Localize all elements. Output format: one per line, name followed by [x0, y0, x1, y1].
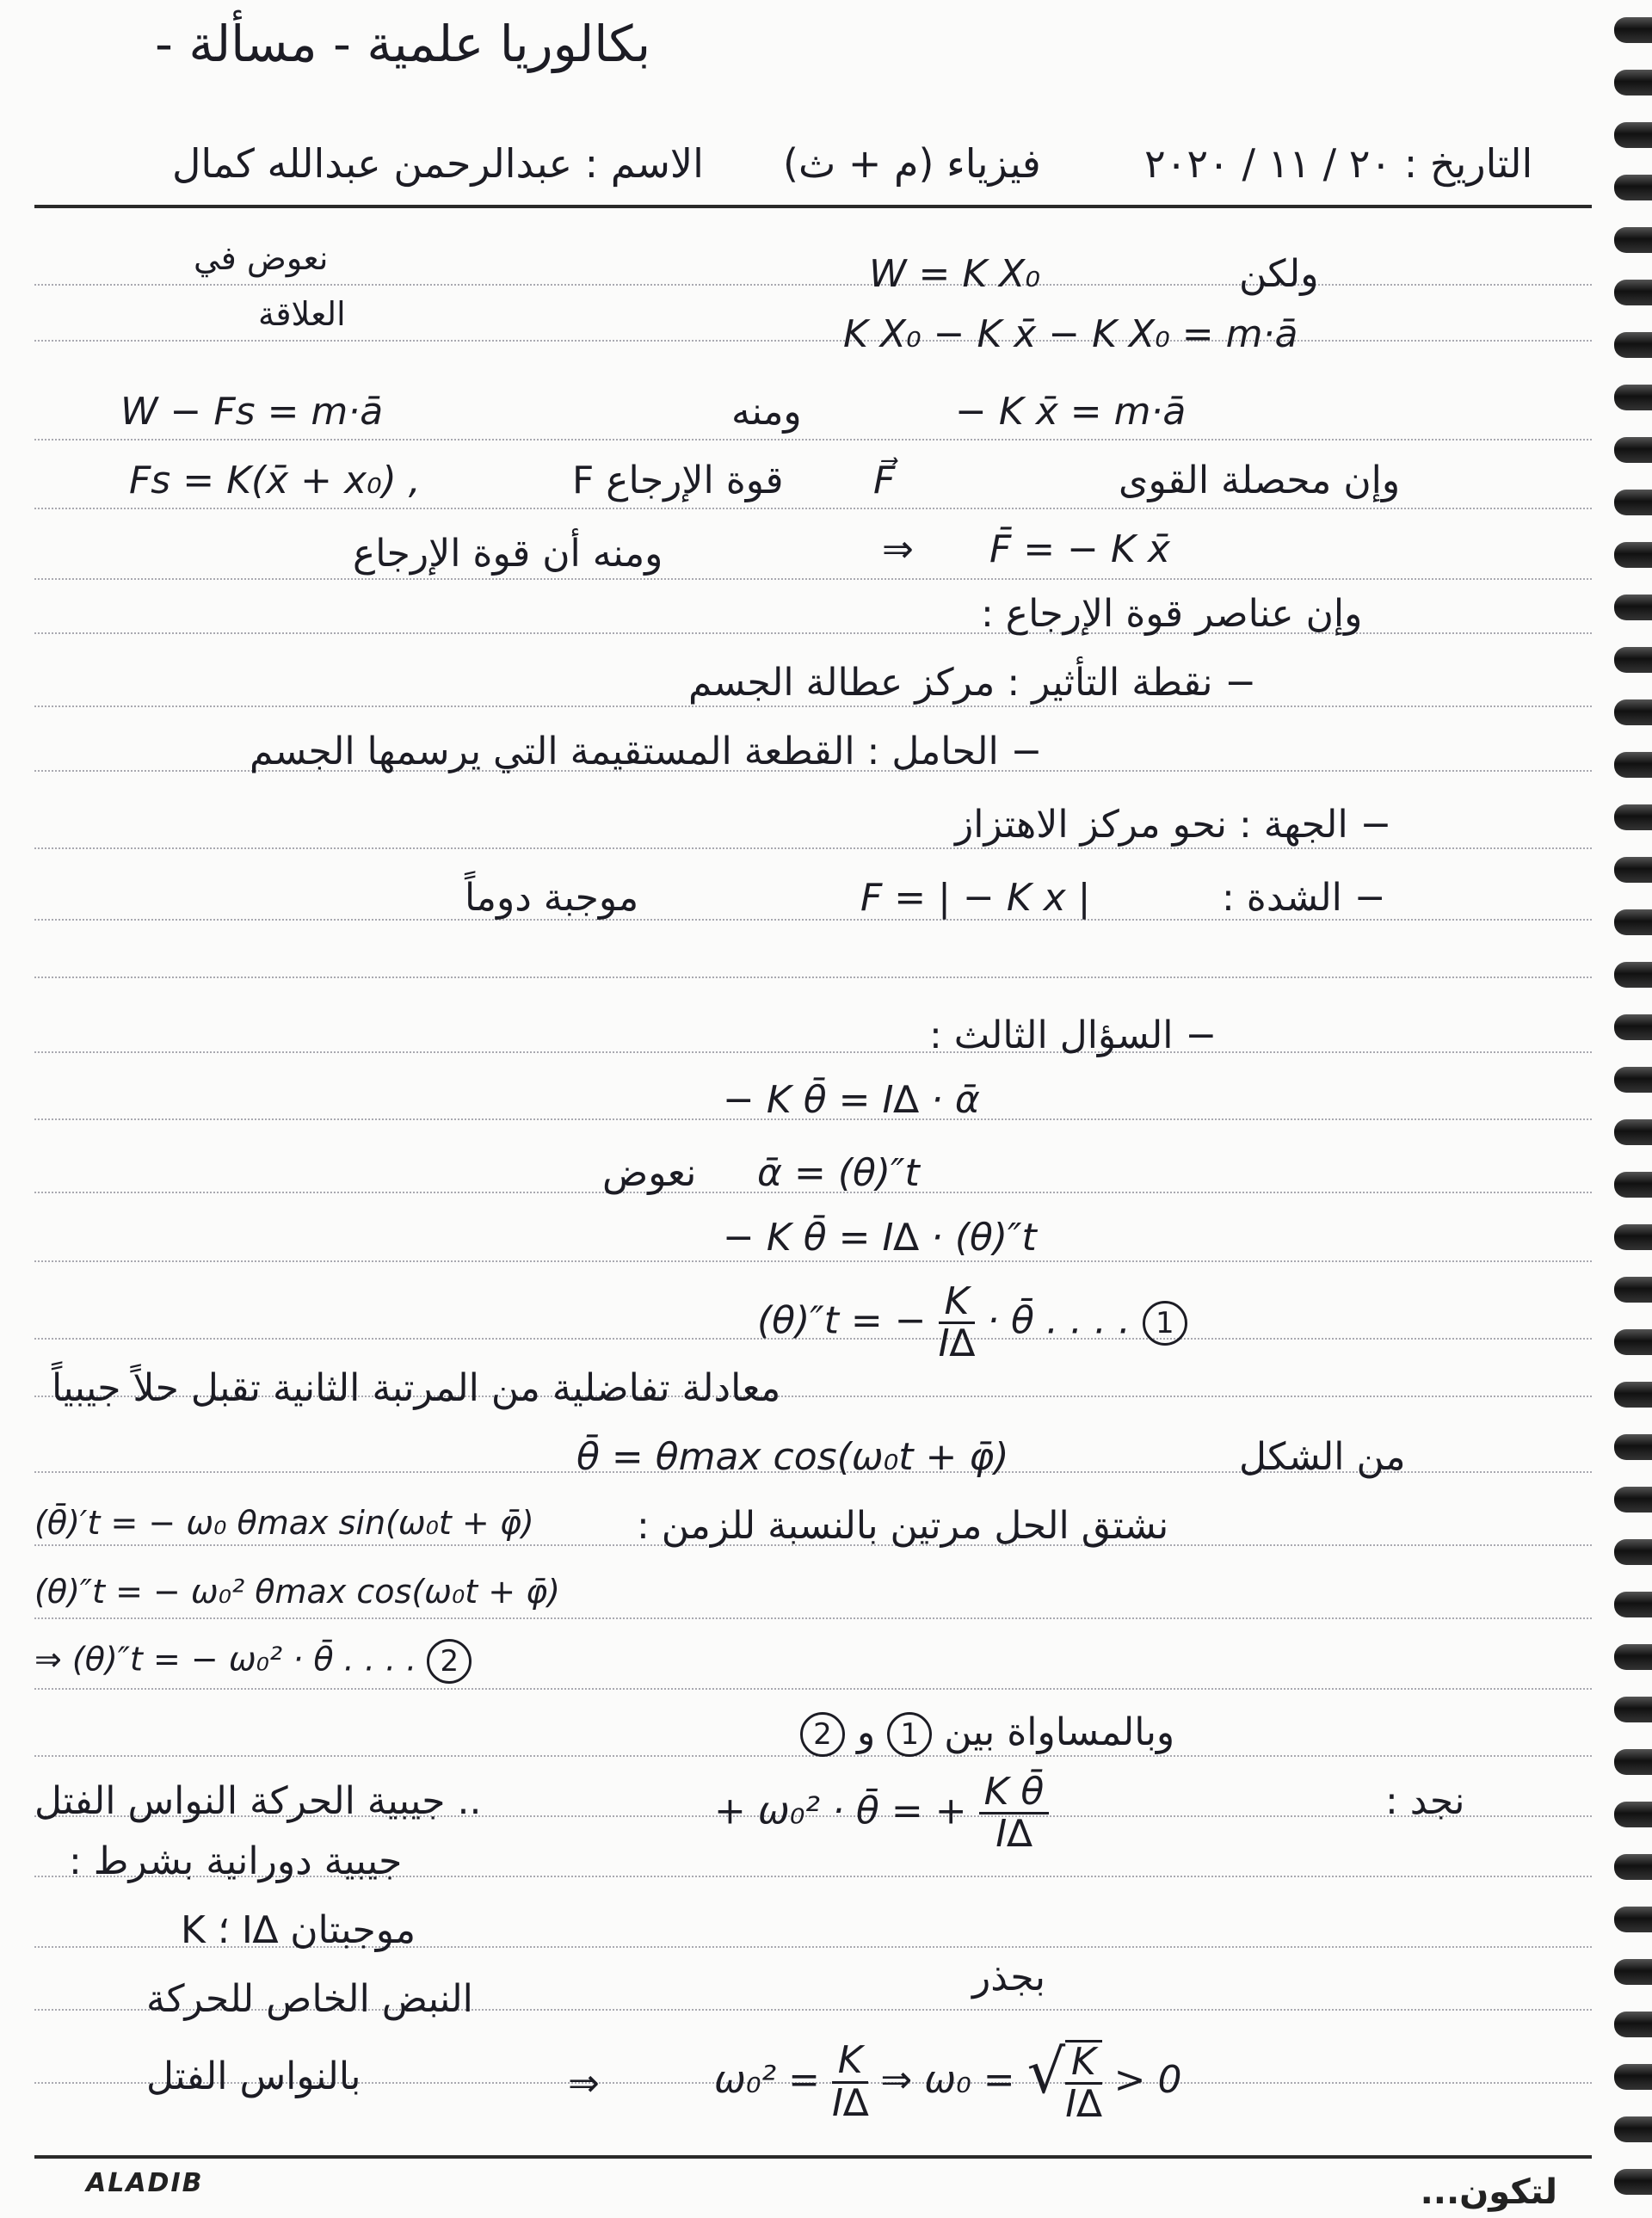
binding-ring	[1614, 437, 1652, 463]
spiral-binding	[1600, 0, 1652, 2218]
sym-f-vec: F⃗	[873, 459, 896, 502]
binding-ring	[1614, 752, 1652, 778]
binding-ring	[1614, 1802, 1652, 1827]
binding-ring	[1614, 1749, 1652, 1775]
ruled-line	[34, 1051, 1592, 1053]
text-derive: نشتق الحل مرتين بالنسبة للزمن :	[637, 1504, 1169, 1548]
binding-ring	[1614, 385, 1652, 410]
text-and: و	[857, 1710, 876, 1754]
text-root: بجذر	[972, 1956, 1045, 1999]
note-relation: العلاقة	[258, 295, 346, 333]
frac-den-i: I∆	[938, 1322, 976, 1366]
binding-ring	[1614, 1539, 1652, 1565]
binding-ring	[1614, 122, 1652, 148]
ruled-line	[34, 439, 1592, 441]
text-periodic: جيبية دورانية بشرط :	[69, 1839, 403, 1883]
equating-line	[800, 1712, 1174, 1757]
binding-ring	[1614, 1907, 1652, 1932]
eq1-lhs: (θ)″t = −	[757, 1298, 927, 1343]
omega-lhs: + ω₀² · θ̄ = +	[714, 1789, 967, 1833]
greater-than-zero: > 0	[1113, 2058, 1182, 2102]
eq-w: W = K X₀	[869, 252, 1040, 296]
binding-ring	[1614, 699, 1652, 725]
text-third-question: − السؤال الثالث :	[929, 1014, 1217, 1057]
result-den-i: I∆	[831, 2080, 869, 2125]
ref-equation-2: 2	[800, 1712, 845, 1757]
eq-f-mag: F = | − K x |	[860, 876, 1091, 920]
notebook-brand: ALADIB	[86, 2168, 204, 2198]
arrow-left-result: ⇒	[568, 2061, 600, 2105]
sqrt-den-i: I∆	[1065, 2082, 1102, 2126]
ruled-line	[34, 977, 1592, 978]
eq-fs-def: Fs = K(x̄ + x₀) ,	[129, 459, 421, 502]
eq-solution: θ̄ = θmax cos(ω₀t + φ̄)	[576, 1435, 1009, 1479]
eq-k-theta: − K θ̄ = I∆ · ᾱ	[723, 1078, 980, 1122]
fraction-k-over-i-result	[831, 2038, 869, 2125]
text-proper-pulse: النبض الخاص للحركة	[146, 1977, 473, 2021]
text-line-of-action: − الحامل : القطعة المستقيمة التي يرسمها الجسم	[250, 730, 1043, 773]
eq-omega-compare	[714, 1770, 1049, 1857]
ruled-line	[34, 578, 1592, 580]
ruled-line	[34, 508, 1592, 509]
binding-ring	[1614, 175, 1652, 200]
text-equating: وبالمساواة بين	[944, 1710, 1175, 1754]
ruled-line	[34, 847, 1592, 849]
binding-ring	[1614, 1172, 1652, 1198]
continue-note: لتكون...	[1420, 2172, 1557, 2212]
eq-k-theta2: − K θ̄ = I∆ · (θ)″t	[723, 1216, 1037, 1260]
binding-ring	[1614, 1277, 1652, 1303]
binding-ring	[1614, 1644, 1652, 1670]
equation-number-2: 2	[427, 1639, 472, 1684]
arrow-implies-result: ⇒	[880, 2058, 913, 2102]
text-so-restore: ومنه أن قوة الإرجاع	[353, 532, 663, 576]
binding-ring	[1614, 490, 1652, 515]
binding-ring	[1614, 595, 1652, 620]
binding-ring	[1614, 1382, 1652, 1408]
eq2-line	[34, 1639, 472, 1684]
text-we-find: نجد :	[1385, 1779, 1465, 1823]
binding-ring	[1614, 1959, 1652, 1985]
date: التاريخ : ٢٠ / ١١ / ٢٠٢٠	[1144, 140, 1533, 187]
binding-ring	[1614, 857, 1652, 883]
binding-ring	[1614, 2064, 1652, 2090]
binding-ring	[1614, 17, 1652, 43]
eq-kx-ma: − K x̄ = m·ā	[955, 390, 1187, 434]
text-sub: نعوض	[602, 1151, 697, 1195]
ref-equation-1: 1	[887, 1712, 932, 1757]
ruled-line	[34, 705, 1592, 707]
binding-ring	[1614, 1697, 1652, 1722]
result-num-k: K	[832, 2041, 868, 2083]
subject: فيزياء (م + ث)	[783, 140, 1041, 187]
binding-ring	[1614, 2116, 1652, 2142]
eq-alpha: ᾱ = (θ)″t	[757, 1151, 920, 1195]
sqrt-sign: √	[1026, 2036, 1066, 2107]
note-substitute: نعوض في	[194, 239, 329, 277]
frac-num-k: K	[939, 1282, 975, 1324]
text-of-form: من الشكل	[1239, 1435, 1406, 1479]
binding-ring	[1614, 1067, 1652, 1093]
binding-ring	[1614, 1434, 1652, 1460]
binding-ring	[1614, 280, 1652, 305]
text-positive: موجبة دوماً	[465, 876, 639, 920]
binding-ring	[1614, 804, 1652, 830]
text-point: − نقطة التأثير : مركز عطالة الجسم	[688, 661, 1257, 705]
text-elements: وإن عناصر قوة الإرجاع :	[981, 592, 1363, 636]
text-f-restore: F قوة الإرجاع	[572, 459, 784, 502]
binding-ring	[1614, 647, 1652, 673]
binding-ring	[1614, 1854, 1652, 1880]
binding-ring	[1614, 909, 1652, 935]
text-direction: − الجهة : نحو مركز الاهتزاز	[955, 803, 1392, 847]
fraction-ktheta-over-i	[979, 1770, 1050, 1857]
eq-second-derivative: (θ)″t = − ω₀² θmax cos(ω₀t + φ̄)	[34, 1573, 561, 1611]
binding-ring	[1614, 962, 1652, 988]
sqrt-num-k: K	[1065, 2042, 1101, 2085]
text-but: ولكن	[1239, 252, 1319, 296]
equation-number-1: 1	[1143, 1301, 1187, 1346]
binding-ring	[1614, 1487, 1652, 1513]
frac-num-ktheta: K θ̄	[979, 1772, 1050, 1814]
eq1-tail: · θ̄ . . . .	[987, 1298, 1131, 1343]
eq2-expression: ⇒ (θ)″t = − ω₀² · θ̄ . . . .	[34, 1640, 417, 1679]
binding-ring	[1614, 1592, 1652, 1617]
binding-ring	[1614, 542, 1652, 568]
fraction-k-over-i-sqrt	[1065, 2040, 1101, 2124]
binding-ring	[1614, 1224, 1652, 1250]
text-and-from-it: ومنه	[731, 390, 802, 434]
text-magnitude: − الشدة :	[1222, 876, 1386, 920]
text-resultant: وإن محصلة القوى	[1119, 459, 1401, 502]
binding-ring	[1614, 332, 1652, 358]
eq-f: F̄ = − K x̄	[989, 527, 1170, 571]
binding-ring	[1614, 227, 1652, 253]
text-both-positive: K ؛ I∆ موجبتان	[181, 1908, 416, 1952]
binding-ring	[1614, 1119, 1652, 1145]
fraction-k-over-i	[938, 1279, 976, 1366]
footer-rule	[34, 2155, 1592, 2159]
binding-ring	[1614, 1014, 1652, 1040]
omega-root-lhs: ω₀ =	[924, 2058, 1015, 2102]
ruled-line	[34, 284, 1592, 286]
ruled-line	[34, 340, 1592, 342]
student-name: الاسم : عبدالرحمن عبدالله كمال	[172, 140, 704, 187]
ruled-line	[34, 1688, 1592, 1690]
header-rule	[34, 205, 1592, 208]
eq-omega-result	[714, 2036, 1182, 2126]
binding-ring	[1614, 70, 1652, 95]
eq-first-derivative: (θ̄)′t = − ω₀ θmax sin(ω₀t + φ̄)	[34, 1504, 534, 1542]
text-diff-eq: معادلة تفاضلية من المرتبة الثانية تقبل حلاً جيبياً	[52, 1366, 781, 1410]
page-title: بكالوريا علمية - مسألة -	[155, 15, 651, 73]
frac-den-i2: I∆	[996, 1812, 1032, 1857]
binding-ring	[1614, 2169, 1652, 2195]
binding-ring	[1614, 1329, 1652, 1355]
eq-kx-sum: K X₀ − K x̄ − K X₀ = m·ā	[843, 312, 1298, 356]
eq-w-fs: W − Fs = m·ā	[120, 390, 384, 434]
text-torsion: بالنواس الفتل	[146, 2055, 361, 2098]
eq1-line	[757, 1279, 1187, 1366]
ruled-line	[34, 1617, 1592, 1619]
ruled-line	[34, 1260, 1592, 1262]
arrow-implies: ⇒	[882, 527, 914, 571]
omega-squared: ω₀² =	[714, 2058, 820, 2102]
text-sinus-motion: .. جيبية الحركة النواس الفتل	[34, 1779, 482, 1823]
binding-ring	[1614, 2012, 1652, 2037]
